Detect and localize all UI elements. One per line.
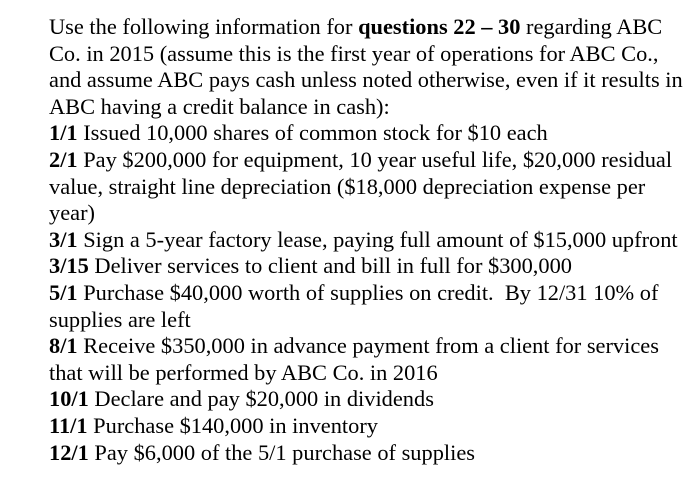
transaction-item [49,120,689,147]
transaction-item [49,440,689,467]
transaction-item [49,253,689,280]
transaction-item [49,333,689,386]
document-text [49,14,689,466]
intro-text-end: regarding ABC Co. in 2015 (assume this is the first year of operations for ABC Co., and assume ABC pays cash unless noted otherwise, even if it results in ABC having a credit balance in cash): [49,14,683,119]
intro-text-start: Use the following information for [49,14,359,39]
transaction-item [49,280,689,333]
question-range: questions 22 – 30 [358,14,521,39]
transaction-date: 3/1 [49,226,78,252]
transaction-item [49,386,689,413]
transaction-text: Deliver services to client and bill in full for $300,000 [88,253,572,279]
transaction-text: Pay $200,000 for equipment, 10 year useful life, $20,000 residual value, straight line depreciation ($18,000 depreciation expense per year) [49,146,673,226]
transaction-text: Pay $6,000 of the 5/1 purchase of supplies [88,439,475,465]
transaction-date: 1/1 [49,120,78,146]
transaction-text: Declare and pay $20,000 in dividends [88,386,434,412]
transaction-date: 5/1 [49,279,78,305]
transaction-text: Purchase $40,000 worth of supplies on credit. By 12/31 10% of supplies are left [49,279,665,332]
transaction-text: Purchase $140,000 in inventory [87,412,378,438]
transaction-item [49,227,689,254]
transaction-text: Sign a 5-year factory lease, paying full amount of $15,000 upfront [77,226,678,252]
transaction-date: 12/1 [49,439,89,465]
transaction-item [49,413,689,440]
transaction-date: 8/1 [49,333,78,359]
transaction-date: 2/1 [49,146,78,172]
transaction-date: 11/1 [49,412,88,438]
transaction-text: Issued 10,000 shares of common stock for $10 each [77,120,548,146]
transaction-date: 10/1 [49,386,89,412]
transaction-item [49,147,689,227]
intro-paragraph [49,14,689,120]
transaction-text: Receive $350,000 in advance payment from a client for services that will be performed by ABC Co. in 2016 [49,333,659,385]
transaction-date: 3/15 [49,253,89,279]
